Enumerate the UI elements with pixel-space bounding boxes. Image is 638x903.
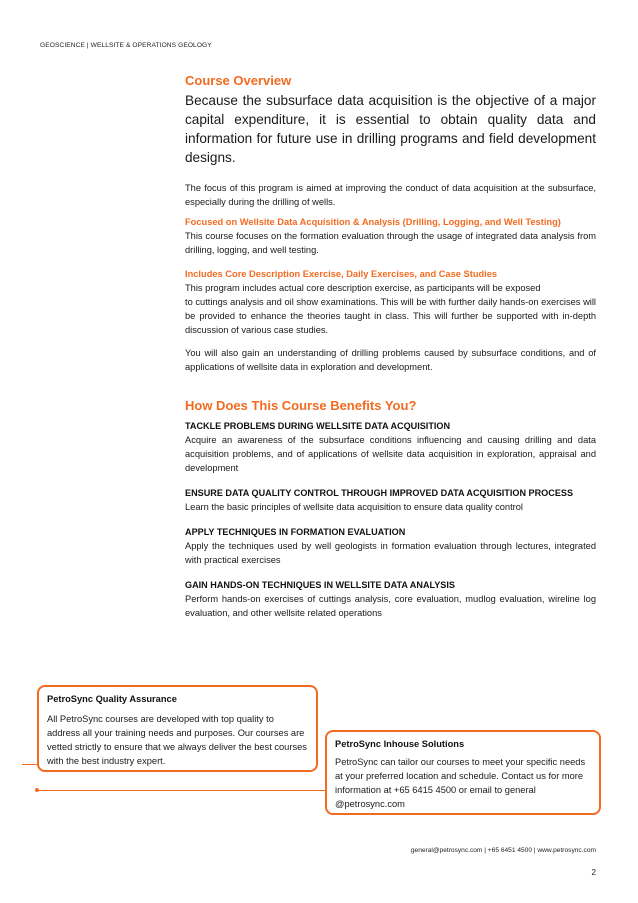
page-number: 2 (591, 868, 596, 877)
inhouse-solutions-title: PetroSync Inhouse Solutions (335, 739, 465, 749)
benefit-item (185, 487, 596, 514)
benefit-heading: ENSURE DATA QUALITY CONTROL THROUGH IMPROVED DATA ACQUISITION PROCESS (185, 488, 574, 498)
benefit-heading: TACKLE PROBLEMS DURING WELLSITE DATA ACQUISITION (185, 421, 451, 431)
benefit-heading: APPLY TECHNIQUES IN FORMATION EVALUATION (185, 527, 406, 537)
benefits-section (185, 398, 596, 620)
subheading-core-description-line1: This program includes actual core description exercise, as participants will be exposed (185, 283, 541, 293)
connector-line-short (22, 764, 38, 765)
quality-assurance-box (37, 685, 318, 772)
benefit-item (185, 579, 596, 620)
benefit-item (185, 420, 596, 475)
course-overview-section (185, 73, 596, 374)
inhouse-solutions-box (325, 730, 601, 815)
connector-dot (35, 788, 39, 792)
quality-assurance-title: PetroSync Quality Assurance (47, 694, 177, 704)
benefit-heading: GAIN HANDS-ON TECHNIQUES IN WELLSITE DATA ANALYSIS (185, 580, 455, 590)
benefit-text: Perform hands-on exercises of cuttings analysis, core evaluation, mudlog evaluation, wireline log evaluation, and other wellsite related operations (185, 594, 596, 618)
course-overview-title: Course Overview (185, 73, 292, 88)
footer-contact: general@petrosync.com | +65 6451 4500 | www.petrosync.com (410, 847, 596, 854)
benefit-item (185, 526, 596, 567)
quality-assurance-text: All PetroSync courses are developed with top quality to address all your training needs and purposes. Our courses are vetted strictly to ensure that we always deliver the best courses with the best industry expert. (47, 714, 307, 766)
connector-line (37, 790, 327, 791)
page-header: GEOSCIENCE | WELLSITE & OPERATIONS GEOLOGY (40, 42, 212, 49)
inhouse-solutions-text: PetroSync can tailor our courses to meet your specific needs at your preferred location and schedule. Contact us for more information at +65 6415 4500 or email to general @petrosync.com (335, 757, 586, 809)
benefit-text: Apply the techniques used by well geologists in formation evaluation through lectures, integrated with practical exercises (185, 541, 596, 565)
overview-lead: Because the subsurface data acquisition is the objective of a major capital expenditure, it is essential to obtain quality data and information for future use in drilling programs and field development designs. (185, 93, 596, 165)
subheading-wellsite-data-text: This course focuses on the formation evaluation through the usage of integrated data analysis from drilling, logging, and well testing. (185, 231, 596, 255)
subheading-core-description-text: to cuttings analysis and oil show examinations. This will be with further daily hands-on exercises will be provided to enhance the theories taught in class. This will further be supported with in-depth discussion of various case studies. (185, 297, 596, 335)
benefit-text: Acquire an awareness of the subsurface conditions influencing and causing drilling and data acquisition problems, and of applications of wellsite data acquisition in exploration, appraisal and development (185, 435, 596, 473)
subheading-core-description: Includes Core Description Exercise, Daily Exercises, and Case Studies (185, 269, 498, 279)
benefits-title: How Does This Course Benefits You? (185, 398, 417, 413)
overview-paragraph-1: The focus of this program is aimed at improving the conduct of data acquisition at the subsurface, especially during the drilling of wells. (185, 183, 596, 207)
overview-paragraph-2: You will also gain an understanding of drilling problems caused by subsurface conditions, and of applications of wellsite data in exploration and development. (185, 348, 596, 372)
benefit-text: Learn the basic principles of wellsite data acquisition to ensure data quality control (185, 502, 523, 512)
subheading-wellsite-data: Focused on Wellsite Data Acquisition & Analysis (Drilling, Logging, and Well Testing) (185, 217, 561, 227)
